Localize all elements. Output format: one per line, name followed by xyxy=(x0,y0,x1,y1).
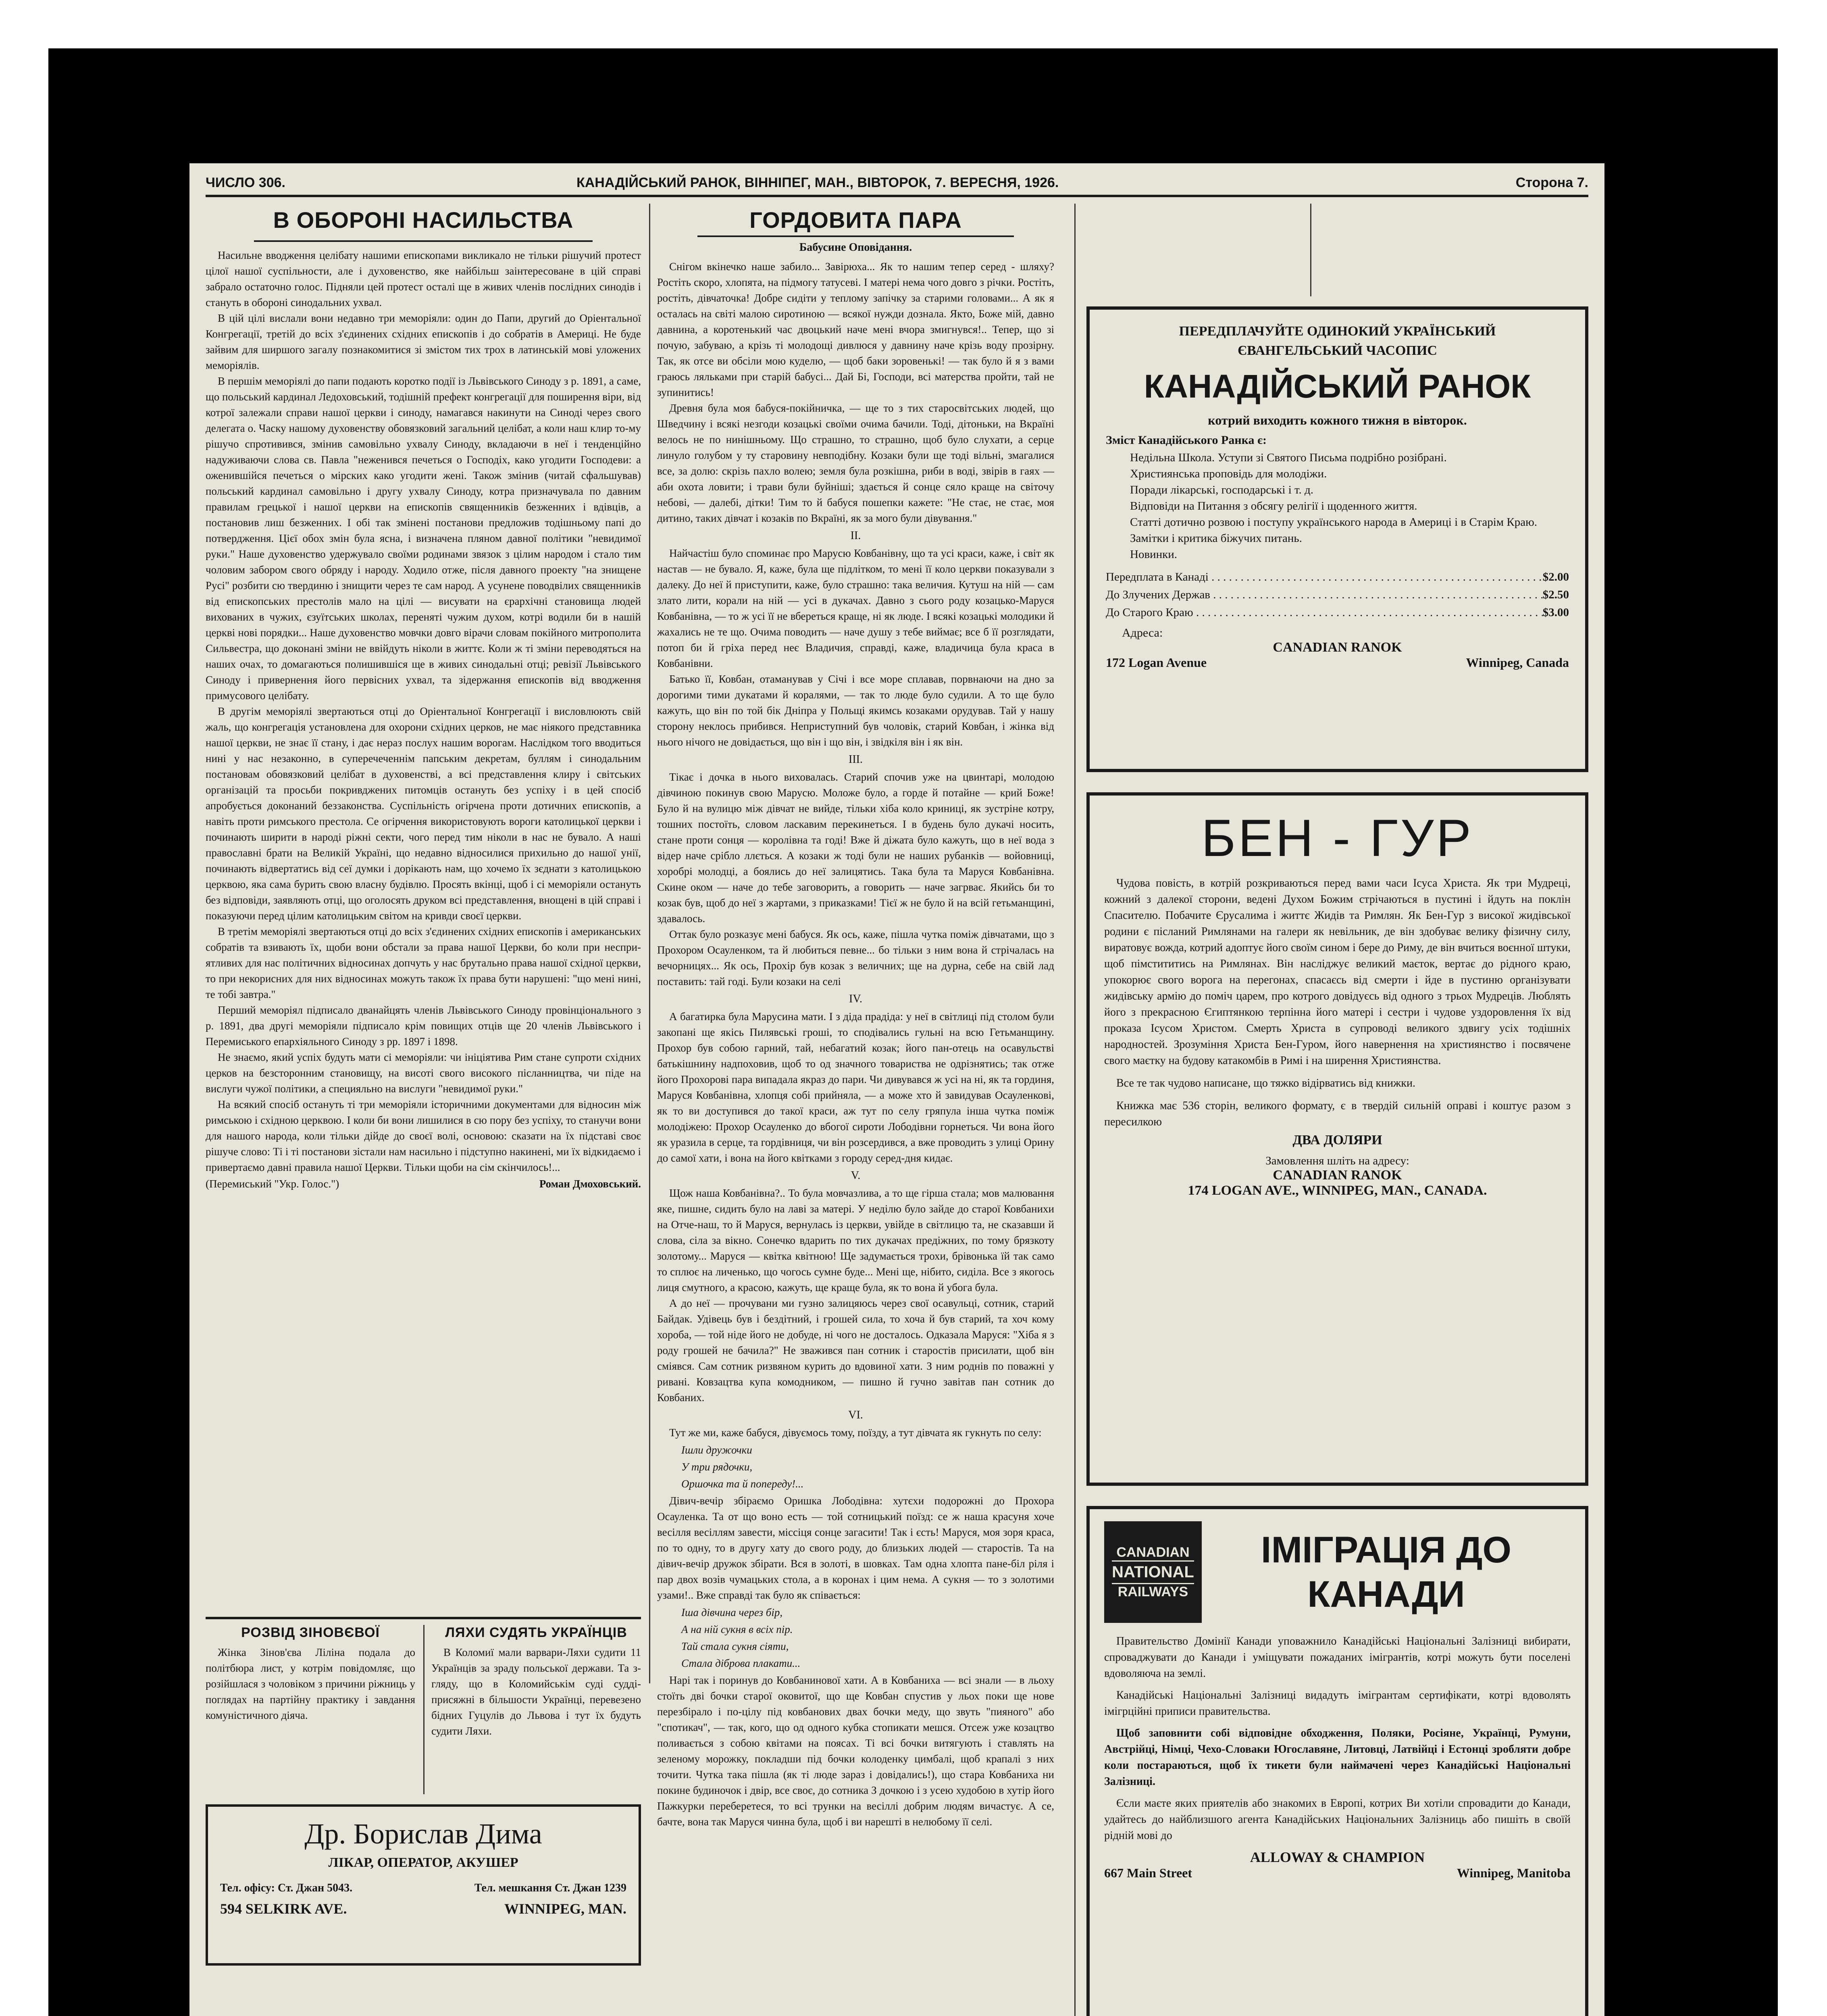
divider xyxy=(206,1617,641,1619)
column-rule xyxy=(649,204,650,1683)
column-rule xyxy=(423,1625,424,1794)
phone-home: Тел. мешкання Ст. Джан 1239 xyxy=(474,1882,626,1894)
story-subtitle: Бабусине Оповідання. xyxy=(799,241,912,254)
price-value: $2.50 xyxy=(1542,588,1569,601)
price-row xyxy=(1106,604,1569,621)
article-title: В ОБОРОНІ НАСИЛЬСТВА xyxy=(273,207,574,233)
paragraph: Дівич-вечір збіраємо Оришка Лободівна: хутєхи подорожні до Прохора Осауленка. Та от що воно есть — той сотницький поїзд: се ж наша красуня хоче весілля весіллям завести, міссіця сонце загасити! Так і єсть! Маруся, моя зоря краса, по то одну, то в другу хату до свого роду, до близьких людей — старостів. Та на дівич-вечір дружок збірати. Вся в золоті, в шовках. Там одна хлопта пане-біл ріля і пар двох возів чумацьких стола, а в коронах і цим нема. А сукня — то з золотими узами!.. Вже справді так було як співається: xyxy=(657,1495,1054,1601)
contents-item: Замітки і критика біжучих питань. xyxy=(1130,532,1302,545)
paragraph: В цій цілі вислали вони недавно три меморіяли: один до Папи, другий до Оріентальної Конгрегації, третій до всіх з'єдинених східних епископів і до собратів в Америці. Не буде зайвим для ширшого загалу познакомитися зі змістом тих трох в латинській мові уложених меморіялів. xyxy=(206,312,641,371)
doctor-city: WINNIPEG, MAN. xyxy=(504,1901,626,1917)
price-value: $3.00 xyxy=(1542,606,1569,619)
railway-logo xyxy=(1104,1521,1202,1623)
paragraph: Древня була моя бабуся-покійничка, — ще то з тих старосвітських людей, що Шведчину і всякі незгоди козацькі своїми очима бачили. Тоді, дітоньки, на Вкраїні велось не по нинішньому. Що страшно, то страшно, щоб було слухати, а серце линуло голубом у ту старовину невподібну. Козаки були ще тоді вільні, змагалися все, за долю: скрізь пахло волею; земля була розкішна, риби в воді, звірів в гаях — аби охота ловити; і трави були буйніші; здається й сонце сяло краще на світочу небові, — далебі, дітки! Тим то й бабуся пошепки кажете: "Не стає, не стає, моя дитино, таких дівчат і козаків по Вкраїні, як за мого були дівування." xyxy=(657,402,1054,524)
paragraph: Снігом вкінечко наше забило... Завірюха... Як то нашим тепер серед - шляху? Ростіть скоро, хлопята, на підмогу татусеві. І матері нема чого довго з річки. Ростіть, ростіть, дівчаточка! Добре сидіти у теплому запічку за старими головами... А як я осталась на світі малою сиротиною — всякої нужди дознала. Якто, Боже мій, давно давнина, а коротенький час двоцький наче мені вчора змигнувся!.. Тепер, що зі почую, забуваю, а крізь ті молодощі дивлюся у давнину наче крізь воду прозірну. Так, як отсе ви обсіли мою куделю, — щоб баки зоровенькі! — так було й я з вами граюсь ляльками при старій бабусі... Дай Бі, Господи, всі матерства пройти, тай не зупинитись! xyxy=(657,260,1054,398)
ad-tagline: котрий виходить кожного тижня в вівторок. xyxy=(1208,413,1467,427)
page-header xyxy=(206,171,1588,197)
masthead: КАНАДІЙСЬКИЙ РАНОК, ВІННІПЕГ, МАН., ВІВТОРОК, 7. ВЕРЕСНЯ, 1926. xyxy=(576,175,1059,190)
price-row xyxy=(1106,586,1569,604)
section-number: IV. xyxy=(849,993,862,1005)
poem-line: Стала діброва плакати... xyxy=(681,1657,801,1669)
paragraph: Батько її, Ковбан, отаманував у Січі і все море сплавав, порвнаючи на дно за дорогими тими дукатами й коралями, — так то люде було судили. А то ще було кажуть, що він по той бік Дніпра у Польщі якимсь козаками орудував. Тай у нашу сторону неклось прибився. Неприступний був чоловік, старий Ковбан, і жінка від нього нічого не довідається, що він і що він, і звідкіля він і як він. xyxy=(657,673,1054,748)
page-number: Сторона 7. xyxy=(1515,175,1588,190)
issue-number: ЧИСЛО 306. xyxy=(206,175,285,190)
subscription-ad xyxy=(1086,306,1588,772)
org-name: CANADIAN RANOK xyxy=(1273,1168,1402,1183)
section-number: II. xyxy=(850,529,861,542)
article-title: РОЗВІД ЗІНОВЄВОЇ xyxy=(241,1625,380,1640)
paragraph: Щож наша Ковбанівна?.. То була мовчазлива, а то ще гірша стала; мов малювання яке, пишне, сидить було на лаві за матері. У неділю було зайде до старої Ковбанихи на Отче-наш, то й Маруся, вернулась із церкви, увійде в світлицю та, не сказавши й слова, сіла за вікно. Сонечко вдарить по тих дукачах предіжних, по тому брязкоту золотому... Маруся — квітка квітною! Ще задумається трохи, брівонька їй так само то сплює на личенько, що чогось сумне буде... Мені ще, нібито, сиділа. Все з якогось лиця смутного, а красою, кажуть, ще краще була, як то вона й убога була. xyxy=(657,1187,1054,1293)
price-label: До Злучених Держав . . . xyxy=(1106,586,1543,604)
paragraph: Тікає і дочка в нього виховалась. Старий спочив уже на цвинтарі, молодою дівчиною покинув свою Марусю. Моложе було, а горде й потайне — крий Боже! Було й на вулицю між дівчат не вийде, тільки хіба коло криниці, як зустріне котру, тошних постоїть, словом ласкавим перекинеться. І в будень було дукачі носить, стане проти сонця — королівна та годі! Вже й діжата було кажуть, що в неї вода з відер наче срібло ллється. А козаки ж тоді були не наших рубанків — войовниці, хоробрі молодці, а боялись до неї залицятись. Така була та Маруся Ковбанівна. Скине оком — наче до тебе заговорить, а говорить — наче загрває. Якийсь би то козак був, щоб до неї з жартами, з приказками! Тієї ж не було й на всій гетьманщині, здавалось. xyxy=(657,771,1054,925)
ad-line: ЄВАНГЕЛЬСЬКИЙ ЧАСОПИС xyxy=(1238,343,1437,358)
price-row xyxy=(1106,568,1569,586)
article-zinoviev xyxy=(206,1625,415,1794)
article-author: Роман Дмоховський. xyxy=(539,1178,641,1190)
section-number: VI. xyxy=(848,1409,863,1421)
contents-label: Зміст Канадійського Ранка є: xyxy=(1106,433,1267,447)
contents-item: Новинки. xyxy=(1130,548,1178,561)
paragraph: Жінка Зінов'єва Ліліна подала до політбюра лист, у котрім повідомляє, що розійшлася з чоловіком з причини ріжниць у поглядах на партійну практику і завдання комуністичного діяча. xyxy=(206,1646,415,1721)
doctor-profession: ЛІКАР, ОПЕРАТОР, АКУШЕР xyxy=(328,1855,518,1870)
logo-line: CANADIAN xyxy=(1116,1544,1190,1560)
immigration-ad xyxy=(1086,1506,1588,2016)
poem-line: А на ній сукня в всіх пір. xyxy=(681,1623,793,1635)
price-value: $2.00 xyxy=(1542,571,1569,583)
doctor-address: 594 SELKIRK AVE. xyxy=(220,1901,347,1917)
order-label: Замовлення шліть на адресу: xyxy=(1265,1154,1409,1167)
ad-title: КАНАДИ xyxy=(1307,1574,1465,1615)
paragraph: Канадійські Національні Залізниці видадуть імігрантам сертифікати, котрі вдоволять імігрційні приписи правительства. xyxy=(1104,1689,1571,1718)
book-title: БЕН - ГУР xyxy=(1201,808,1474,867)
phone-office: Тел. офісу: Ст. Джан 5043. xyxy=(220,1882,353,1894)
poem-line: Іша дівчина через бір, xyxy=(681,1606,783,1618)
paragraph: Тут же ми, каже бабуся, дівуємось тому, поїзду, а тут дівчата як гукнуть по селу: xyxy=(669,1427,1042,1439)
org-street: 172 Logan Avenue xyxy=(1106,655,1207,670)
poem-line: У три рядочки, xyxy=(681,1461,753,1473)
logo-line: RAILWAYS xyxy=(1117,1584,1188,1599)
paper-name: КАНАДІЙСЬКИЙ РАНОК xyxy=(1144,368,1531,405)
org-name: CANADIAN RANOK xyxy=(1273,640,1402,655)
newspaper-page xyxy=(189,163,1604,2016)
paragraph: Єсли маєте яких приятелів або знакомих в Европі, котрих Ви хотіли спровадити до Канади, удайтесь до найблизшого агента Канадійських Національних Залізниць або пишіть в своїй рідній мові до xyxy=(1104,1797,1571,1842)
story-title: ГОРДОВИТА ПАРА xyxy=(749,207,962,233)
ad-line: ПЕРЕДПЛАЧУЙТЕ ОДИНОКИЙ УКРАЇНСЬКИЙ xyxy=(1179,324,1496,339)
paragraph: В третім меморіялі звертаються отці до всіх з'єдинених східних епископів і американських собратів та взивають їх, щоби вони обстали за права нашої Церкви, бо коли при неспри-ятливих для нас політичних відносинах допчуть у нас брутально права нашої східної церкви, то при некорисних для них відносинах можуть також їх права бути нарушені: "що мені нині, те тобі завтра." xyxy=(206,925,641,1000)
contents-item: Статті дотично розвою і поступу українського народа в Америці і в Старім Краю. xyxy=(1130,516,1537,529)
contents-item: Поради лікарські, господарські і т. д. xyxy=(1130,483,1314,496)
org-city: Winnipeg, Canada xyxy=(1466,655,1569,670)
paragraph: Перший меморіял підписало дванайцять членів Львівського Синоду провінціонального з р. 1891, два другі меморіяли підписало крім повищих отців ще 20 членів Львівського і Перемиського епархіяльного Синоду з рр. 1897 і 1898. xyxy=(206,1004,641,1048)
contents-item: Відповіди на Питання з обсягу релігії і щоденного життя. xyxy=(1130,500,1417,512)
paragraph: В першім меморіялі до папи подають коротко події із Львівського Синоду з р. 1891, а саме, що польський кардинал Ледоховський, тодішній префект конгрегації для поширення віри, від котрої залежали справи нашої церкви і синоду, намагався накинути на Синоді через свого делегата о. Часку нашому духовенству обовязковий загальний целібат, а коли наш клир то-му рішучо спротивився, змінив самовільно ухвалу Синоду, вкладаючи в неї і тенденційно надуживаючи слова св. Павла "неженився печеться о Господіх, како угодити Господеви: а оженившійся печеться о мірских како угодити жені. Також змінив (читай сфальшував) польський кардинал самовільно і другу ухвалу Синоду, котра призначувала по давним правилам грецької і нашої церкви на епископів священників безженних і вдівців, а постановив лиш безженних. І обі так змінені постанови предложив тодішньому папі до потвердження. Цієї обох змін була ясна, і визначена пляном давної політики "невидимої руки." Наше духовенство удержувало своїми родинами звязок з цілим народом і стало тим чоловим забором свого обряду і народу. Ходило отже, після давного проекту "на знищене Русі" розбити сю твердиню і знищити через те сам народ. А усунене поводвілих священників від епископських престолів мало на цілі — висувати на єрархічні становища людей вихованих в чужих, єзуїтських школах, переняті чужим духом, котрі водили би в нашій церкві нові порядки... Наше духовенство мовчки довго вірачи словам покійного митрополита Сильвестра, що доконані зміни не ввійдуть ніколи в життє. Коли ж ті зміни переводяться на наших очах, то домагаються полишившіся ще в живих синодальні отці; ревізії Львівського Синоду і привернення його первісних ухвал, та зідержання епископів від вводження примусового целібату. xyxy=(206,375,641,702)
agent-street: 667 Main Street xyxy=(1104,1866,1192,1880)
paragraph: А багатирка була Марусина мати. І з діда прадіда: у неї в світлиці під столом були закопані ще якісь Пилявські гроші, то сподівались гульні на всю Гетьманщину. Прохор був собою гарний, тай, небагатий козак; його пан-отець на осавульстві батькішнину надпоховив, щоб то од значного товариства не одрізнятись; так отже його Прохорові пара випадала якраз до пари. Чи дивувався ж усі на ні, як та гординя, Маруся Ковбанівна, хлопця собі прийняла, — а може хто й завидував Осауленкові, як то ви доступився до такої краси, аж тут по селу гряпула інша чутка поміж молодіжею: Прохор Осауленко до вбогої сироти Лободівни горнеться. Чи вона його як уразила в серце, та гордівниця, чи він розсердився, а вже проводить з улиці Орину до самої хати, і вона на його квітками з городу серед-дня кидає. xyxy=(657,1010,1054,1164)
poem-line: Оршочка та й попереду!... xyxy=(681,1478,804,1490)
paragraph: Насильне вводження целібату нашими епископами викликало не тільки рішучий протест цілої нашої суспільности, але і духовенство, яке найбільш заінтересоване в цій справі забрало остаточно голос. Підняли цей протест осталі ще в живих членів послідних синодів і стануть в обороні синодальних ухвал. xyxy=(206,249,641,308)
poem-line: Ішли дружочки xyxy=(681,1444,752,1456)
paragraph: Нарі так і поринув до Ковбанинової хати. А в Ковбаниха — всі знали — в льоху стоїть дві бочки старої оковитої, що ще Ковбан спустив у льох поки ще нове перезбірало і по-цілу під ковбанових двах бочки меду, що звуть "пияного" або "спотикач", — так, кого, що од одного кубка стопикати мешся. Отсеж уже козацтво поливається з собою квітами на поясах. Ті всі бочки витягують і ставлять на зеленому морожку, покладши під бочки колоденку цимбалі, щоб крапалі з них точити. Чутка така пішла (як ті люде зараз і довідались!), що стара Ковбаниха ни покине будиночок і двір, все своє, до сотника З дочкою і з усею худобою в хутір його Пажкурки переберетеся, то всі трунки на весіллі добрим людям вичастує. А се, бачте, вона так Маруся чинна була, щоб і ви нарешті в нелюбому її селі. xyxy=(657,1674,1054,1828)
address-label: Адреса: xyxy=(1122,626,1163,639)
price-label: Передплата в Канаді . . . xyxy=(1106,568,1543,586)
paragraph: На всякий спосіб остануть ті три меморіяли історичними документами для відносин між римською і східною церквою. І коли би вони лишилися в сю пору без успіху, то станучи вони для нашого народа, коли тільки дійде до своєї волі, основою: сказати на їх підставі своє рішуче слово: Ті і ті постанови зістали нам насильно і підступно накинені, ми їх відкидаємо і привертаємо давні правила нашої Церкви. Тільки щоби на сім скінчилось!... xyxy=(206,1098,641,1173)
contents-item: Християнська проповідь для молодіжи. xyxy=(1130,467,1327,480)
section-number: III. xyxy=(849,753,863,766)
article-source: (Перемиський "Укр. Голос.") xyxy=(206,1178,339,1190)
paragraph: Найчастіш було споминає про Марусю Ковбанівну, що та усі краси, каже, і світ як настав — не бувало. Я, каже, була ще підлітком, то мені її коло церкви показували з далеку. До неї й приступити, каже, було страшно: така величия. Кутуш на ній — сам злато лити, корали на ній — усі в дукачах. Давно з сього роду козацько-Маруся Ковбанівна, — то ж усі її не вбереться краще, ні як люде. І всякі козацькі молодики й жахались не те що. Очима поводить — наче душу з тебе виймає; все б її розглядати, потоп би й гріха перед неє Владичия, справді, каже, владичица була краса в Ковбанівни. xyxy=(657,547,1054,669)
org-address: 174 LOGAN AVE., WINNIPEG, MAN., CANADA. xyxy=(1188,1183,1487,1198)
poem-line: Тай стала сукня сіяти, xyxy=(681,1640,789,1652)
doctor-ad xyxy=(206,1804,641,1966)
doctor-name: Др. Борислав Дима xyxy=(304,1818,542,1850)
paragraph: Не знаємо, який успіх будуть мати сі меморіяли: чи ініціятива Рим стане супроти східних церков на безсторонним становищу, на висоті свого високого післанництва, чи піде на вислуги чужої політики, а специяльно на вислуги "невидимої руки." xyxy=(206,1051,641,1095)
ben-hur-ad xyxy=(1086,792,1588,1486)
agent-city: Winnipeg, Manitoba xyxy=(1457,1866,1571,1880)
contents-item: Недільна Школа. Уступи зі Святого Письма подрібно розібрані. xyxy=(1130,451,1447,464)
divider xyxy=(697,235,1014,237)
price-label: До Старого Краю . . . xyxy=(1106,604,1543,621)
book-description: Чудова повість, в котрій розкриваються перед вами часи Ісуса Христа. Як три Мудреці, кожний з далекої сторони, ведені Духом Божим стрічаються в пустині і йдуть на поклін Спасителю. Побачите Єрусалима і життє Жидів та Римлян. Як Бен-Гур з високої жидівської родини є післаний Римлянами на галери як невільник, де він здобуває велику фізичну силу, виратовує вожда, котрий адоптує його своїм сином і бере до Риму, де він вчиться воєнної штуки, щоб пімстититись на Римлянах. Він насліджує великий маєток, вертає до рідного краю, упокорює свого ворога на перегонах, спасаєсь від смерти і йде в пустиню організувати жидівську армію до поміч царем, про котрого довідуєсь від одного з трьох Мудреців. Люблять його з прекрасною Єгиптянкою терпінна його матері і сестри і чудове уздоровлення їх від проказа Ісусом Христом. Смерть Христа в супроводі великого здвигу усіх тодішніх народностей. Зрозуміння Христа Бен-Гуром, його навернення на християнство і посвячене свого маєтку на будову катакомбів в Римі і на ширення Християнства. xyxy=(1104,877,1571,1067)
divider xyxy=(254,240,593,242)
ad-title: ІМІГРАЦІЯ ДО xyxy=(1261,1529,1512,1570)
paragraph: Оттак було розказує мені бабуся. Як ось, каже, пішла чутка поміж дівчатами, що з Прохором Осауленком, та й любиться певне... бо тільки з ним вона й стрічалась на вечорницях... Як ось, Прохір був козак з величних; ще на дурна, себе на свій лад поставить: тай годі. Були козаки на селі xyxy=(657,928,1054,987)
book-details: Книжка має 536 сторін, великого формату, є в твердій сильній оправі і коштує разом з пересилкою xyxy=(1104,1100,1571,1128)
agent-name: ALLOWAY & CHAMPION xyxy=(1250,1849,1425,1865)
logo-line: NATIONAL xyxy=(1112,1560,1194,1584)
book-price: ДВА ДОЛЯРИ xyxy=(1292,1133,1382,1148)
paragraph: Правительство Домінії Канади уповажнило Канадійські Національні Залізниці вибирати, спроваджувати до Канади і уміщувати пожаданих імігрантів, котрі можуть бути поселені вдоволяюча на землі. xyxy=(1104,1635,1571,1680)
article-defense xyxy=(206,204,641,1615)
paragraph: А до неї — прочувани ми гузно залицяюсь через свої осавульці, сотник, старий Байдак. Удівець був і бездітний, і грошей сила, то хоча й був старий, та хоч кому хороба, — той ніде його не добуде, ні чого не досталось. Одказала Маруся: "Хіба я з роду грошей не бачила?" Не зважився пан сотник і старостів присилати, щоб він сміявся. Сам сотник ризвяном курить до вдовиної хати. З ним роднів по поважні у ривані. Ковзацтва купа комодником, — пишно й гучно завітав пан сотник до Ковбаних. xyxy=(657,1297,1054,1404)
paragraph: Щоб заповнити собі відповідне обходження, Поляки, Росіяне, Українці, Румуни, Австрійці, Німці, Чехо-Словаки Югославяне, Литовці, Латвійці і Естонці зробляти добре коли постараються, щоб їх тикети були наймачені через Канадійські Національні Залізниці. xyxy=(1104,1727,1571,1788)
article-trial xyxy=(431,1625,641,1794)
paragraph: В Коломиї мали варвари-Ляхи судити 11 Українців за зраду польської держави. Та з-гляду, що в Коломийськім суді судді-присяжні в більшости Українці, перевезено бідних Гуцулів до Львова і тут їх будуть судити Ляхи. xyxy=(431,1646,641,1737)
paragraph: В другім меморіялі звертаються отці до Оріентальної Конгрегації і висловлюють свій жаль, що конгрегація установлена для охорони східних церков, не має ніякого представника нашої церкви, не знає її стану, і дає нераз послух нашим ворогам. Наслідком того вводиться нині у нас незаконно, в суперечеченнім папським декретам, буллям і синодальним постановам обовязковий целібат в духовенстві, а всі представлення клиру і світських організацій та просьби покривджених питомців остануть без успіху і в цей спосіб апробується доконаний беззаконства. Суспільність огірчена проти дотичних епископів, а навіть проти римського престола. Се огірчення використовують вороги католицької церкви і починають ширити в народі ріжні секти, чого перед тим ніколи в нас не бувало. А наші православні брати на Великій Україні, що недавно відносилися прихильно до нашої унії, починають відвертатись від сеї думки і дорікають нам, що хочемо їх зєднати з католицькою церквою, яка сама бурить свою власну будівлю. Просять вкінці, щоб і сі меморіяли остануть без відповіди, заявляють отці, що оголосять друком всі представлення, внощені в цій справі і показуючи перед цілим католицьким світом на кривди своєї церкви. xyxy=(206,705,641,922)
book-note: Все те так чудово написане, що тяжко відірватись від книжки. xyxy=(1116,1077,1415,1089)
article-title: ЛЯХИ СУДЯТЬ УКРАЇНЦІВ xyxy=(445,1625,627,1640)
section-number: V. xyxy=(851,1169,861,1182)
